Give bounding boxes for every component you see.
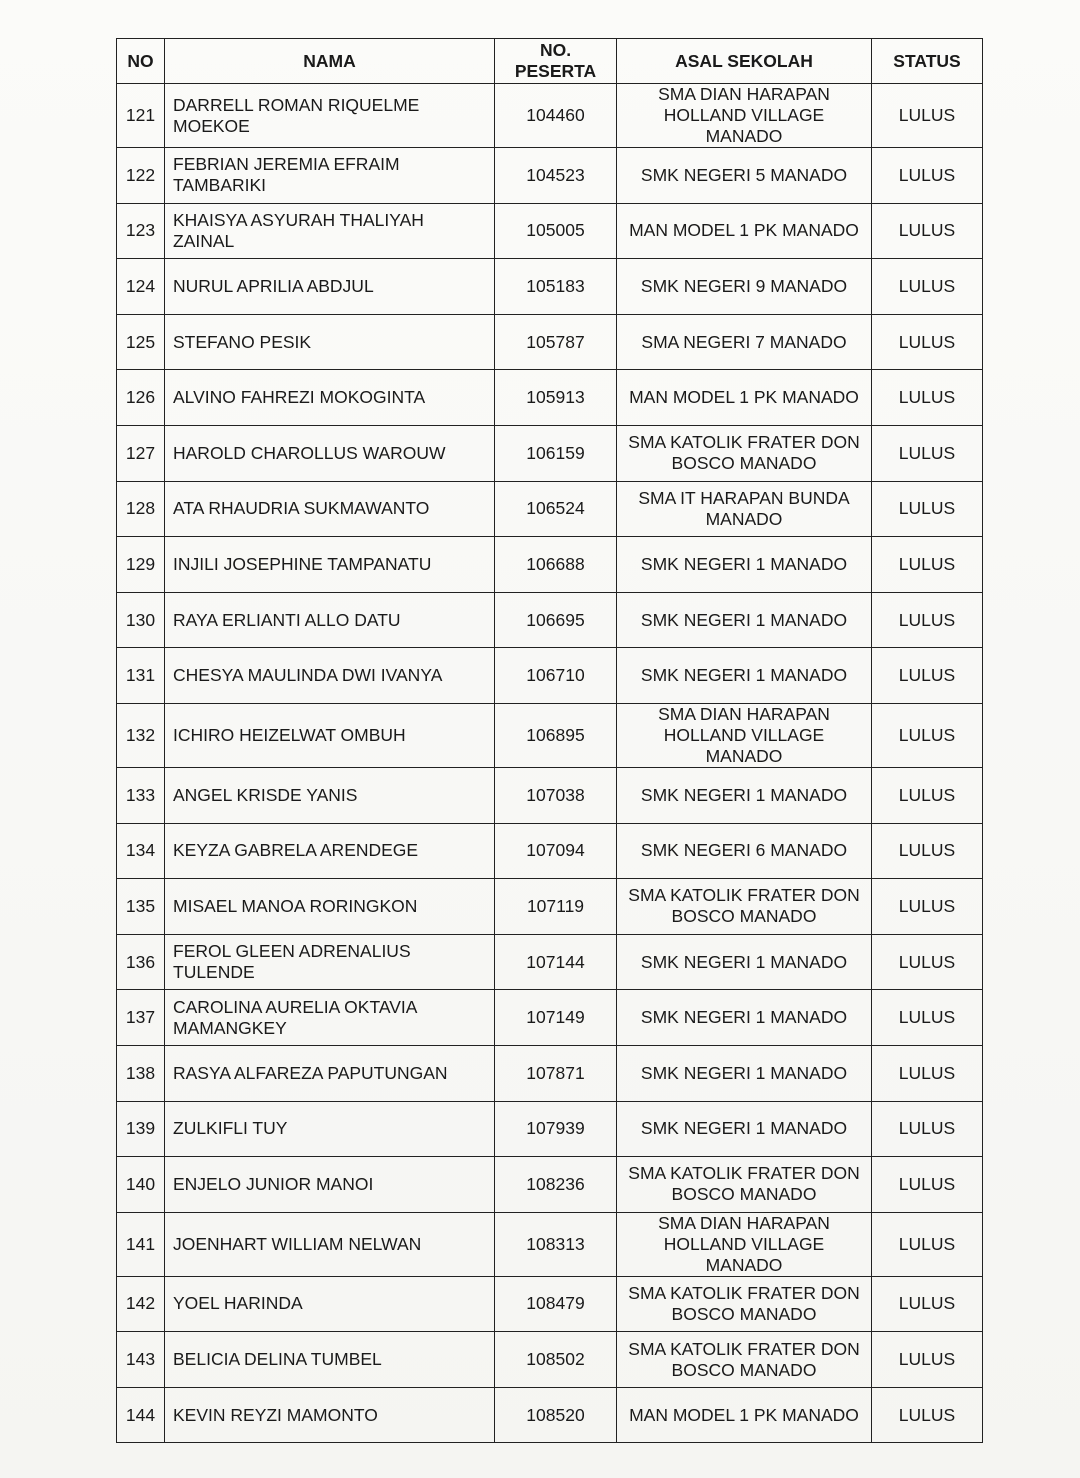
cell-nama: CAROLINA AURELIA OKTAVIA MAMANGKEY xyxy=(165,990,495,1046)
cell-nama: STEFANO PESIK xyxy=(165,314,495,370)
cell-status: LULUS xyxy=(872,1157,983,1213)
table-row xyxy=(117,592,983,648)
cell-peserta: 107149 xyxy=(495,990,617,1046)
cell-no: 139 xyxy=(117,1101,165,1157)
cell-nama: YOEL HARINDA xyxy=(165,1276,495,1332)
cell-sekolah: SMK NEGERI 1 MANADO xyxy=(617,767,872,823)
cell-nama: FEBRIAN JEREMIA EFRAIM TAMBARIKI xyxy=(165,148,495,204)
table-row xyxy=(117,1212,983,1276)
cell-peserta: 107038 xyxy=(495,767,617,823)
cell-sekolah: SMK NEGERI 1 MANADO xyxy=(617,592,872,648)
cell-sekolah: MAN MODEL 1 PK MANADO xyxy=(617,370,872,426)
cell-sekolah: SMA NEGERI 7 MANADO xyxy=(617,314,872,370)
cell-no: 134 xyxy=(117,823,165,879)
cell-peserta: 107094 xyxy=(495,823,617,879)
table-row xyxy=(117,934,983,990)
cell-status: LULUS xyxy=(872,425,983,481)
table-row xyxy=(117,1387,983,1443)
cell-nama: ZULKIFLI TUY xyxy=(165,1101,495,1157)
cell-nama: CHESYA MAULINDA DWI IVANYA xyxy=(165,648,495,704)
cell-status: LULUS xyxy=(872,370,983,426)
table-row xyxy=(117,1045,983,1101)
table-row xyxy=(117,148,983,204)
cell-no: 126 xyxy=(117,370,165,426)
cell-nama: KEVIN REYZI MAMONTO xyxy=(165,1387,495,1443)
cell-no: 138 xyxy=(117,1045,165,1101)
cell-nama: INJILI JOSEPHINE TAMPANATU xyxy=(165,537,495,593)
header-peserta xyxy=(495,39,617,84)
cell-no: 132 xyxy=(117,703,165,767)
cell-no: 142 xyxy=(117,1276,165,1332)
table-row xyxy=(117,481,983,537)
table-body xyxy=(117,84,983,1443)
cell-nama: KHAISYA ASYURAH THALIYAH ZAINAL xyxy=(165,203,495,259)
cell-sekolah: SMK NEGERI 1 MANADO xyxy=(617,990,872,1046)
cell-no: 125 xyxy=(117,314,165,370)
header-peserta-line1: NO. xyxy=(539,40,572,60)
cell-no: 133 xyxy=(117,767,165,823)
cell-no: 122 xyxy=(117,148,165,204)
table-row xyxy=(117,537,983,593)
cell-nama: NURUL APRILIA ABDJUL xyxy=(165,259,495,315)
cell-status: LULUS xyxy=(872,1045,983,1101)
cell-peserta: 107871 xyxy=(495,1045,617,1101)
cell-status: LULUS xyxy=(872,203,983,259)
cell-sekolah: SMA KATOLIK FRATER DON BOSCO MANADO xyxy=(617,1332,872,1388)
table-row xyxy=(117,879,983,935)
cell-peserta: 104523 xyxy=(495,148,617,204)
cell-peserta: 107144 xyxy=(495,934,617,990)
table-row xyxy=(117,1157,983,1213)
cell-peserta: 106895 xyxy=(495,703,617,767)
cell-status: LULUS xyxy=(872,1387,983,1443)
cell-sekolah: SMA DIAN HARAPAN HOLLAND VILLAGE MANADO xyxy=(617,1212,872,1276)
cell-status: LULUS xyxy=(872,934,983,990)
table-row xyxy=(117,990,983,1046)
cell-peserta: 108502 xyxy=(495,1332,617,1388)
cell-sekolah: MAN MODEL 1 PK MANADO xyxy=(617,1387,872,1443)
cell-sekolah: SMK NEGERI 1 MANADO xyxy=(617,934,872,990)
cell-peserta: 106688 xyxy=(495,537,617,593)
cell-status: LULUS xyxy=(872,259,983,315)
cell-nama: MISAEL MANOA RORINGKON xyxy=(165,879,495,935)
table-row xyxy=(117,314,983,370)
cell-no: 143 xyxy=(117,1332,165,1388)
results-table xyxy=(116,38,983,1443)
table-row xyxy=(117,203,983,259)
cell-status: LULUS xyxy=(872,823,983,879)
cell-status: LULUS xyxy=(872,84,983,148)
cell-sekolah: SMK NEGERI 6 MANADO xyxy=(617,823,872,879)
cell-status: LULUS xyxy=(872,1212,983,1276)
cell-peserta: 108479 xyxy=(495,1276,617,1332)
cell-peserta: 108313 xyxy=(495,1212,617,1276)
cell-sekolah: SMK NEGERI 1 MANADO xyxy=(617,1045,872,1101)
cell-status: LULUS xyxy=(872,148,983,204)
cell-status: LULUS xyxy=(872,1101,983,1157)
cell-no: 127 xyxy=(117,425,165,481)
cell-nama: KEYZA GABRELA ARENDEGE xyxy=(165,823,495,879)
header-status: STATUS xyxy=(872,39,983,84)
header-peserta-line2: PESERTA xyxy=(514,61,597,81)
cell-peserta: 107939 xyxy=(495,1101,617,1157)
cell-nama: DARRELL ROMAN RIQUELME MOEKOE xyxy=(165,84,495,148)
table-row xyxy=(117,823,983,879)
cell-status: LULUS xyxy=(872,990,983,1046)
cell-nama: BELICIA DELINA TUMBEL xyxy=(165,1332,495,1388)
table-row xyxy=(117,370,983,426)
cell-nama: RASYA ALFAREZA PAPUTUNGAN xyxy=(165,1045,495,1101)
cell-nama: ICHIRO HEIZELWAT OMBUH xyxy=(165,703,495,767)
cell-sekolah: SMA KATOLIK FRATER DON BOSCO MANADO xyxy=(617,879,872,935)
cell-sekolah: SMA IT HARAPAN BUNDA MANADO xyxy=(617,481,872,537)
header-sekolah: ASAL SEKOLAH xyxy=(617,39,872,84)
cell-peserta: 105787 xyxy=(495,314,617,370)
cell-sekolah: SMA DIAN HARAPAN HOLLAND VILLAGE MANADO xyxy=(617,84,872,148)
cell-status: LULUS xyxy=(872,767,983,823)
table-row xyxy=(117,425,983,481)
cell-no: 128 xyxy=(117,481,165,537)
table-row xyxy=(117,1276,983,1332)
cell-peserta: 104460 xyxy=(495,84,617,148)
cell-sekolah: SMK NEGERI 5 MANADO xyxy=(617,148,872,204)
cell-status: LULUS xyxy=(872,592,983,648)
cell-peserta: 108236 xyxy=(495,1157,617,1213)
table-row xyxy=(117,84,983,148)
cell-peserta: 106710 xyxy=(495,648,617,704)
table-row xyxy=(117,648,983,704)
cell-status: LULUS xyxy=(872,537,983,593)
cell-no: 141 xyxy=(117,1212,165,1276)
cell-status: LULUS xyxy=(872,1276,983,1332)
cell-sekolah: SMK NEGERI 1 MANADO xyxy=(617,537,872,593)
cell-no: 144 xyxy=(117,1387,165,1443)
cell-nama: JOENHART WILLIAM NELWAN xyxy=(165,1212,495,1276)
cell-nama: ANGEL KRISDE YANIS xyxy=(165,767,495,823)
cell-nama: ENJELO JUNIOR MANOI xyxy=(165,1157,495,1213)
cell-sekolah: SMA KATOLIK FRATER DON BOSCO MANADO xyxy=(617,425,872,481)
header-no: NO xyxy=(117,39,165,84)
cell-status: LULUS xyxy=(872,314,983,370)
cell-sekolah: SMK NEGERI 1 MANADO xyxy=(617,648,872,704)
cell-peserta: 106159 xyxy=(495,425,617,481)
cell-status: LULUS xyxy=(872,879,983,935)
cell-no: 140 xyxy=(117,1157,165,1213)
cell-sekolah: SMA KATOLIK FRATER DON BOSCO MANADO xyxy=(617,1157,872,1213)
cell-no: 137 xyxy=(117,990,165,1046)
cell-peserta: 106695 xyxy=(495,592,617,648)
cell-peserta: 105005 xyxy=(495,203,617,259)
cell-no: 136 xyxy=(117,934,165,990)
table-header-row xyxy=(117,39,983,84)
cell-sekolah: SMA DIAN HARAPAN HOLLAND VILLAGE MANADO xyxy=(617,703,872,767)
cell-status: LULUS xyxy=(872,1332,983,1388)
cell-no: 121 xyxy=(117,84,165,148)
cell-no: 123 xyxy=(117,203,165,259)
cell-sekolah: MAN MODEL 1 PK MANADO xyxy=(617,203,872,259)
cell-no: 129 xyxy=(117,537,165,593)
cell-sekolah: SMK NEGERI 1 MANADO xyxy=(617,1101,872,1157)
cell-no: 131 xyxy=(117,648,165,704)
cell-no: 135 xyxy=(117,879,165,935)
cell-no: 130 xyxy=(117,592,165,648)
cell-peserta: 108520 xyxy=(495,1387,617,1443)
cell-peserta: 105913 xyxy=(495,370,617,426)
cell-nama: RAYA ERLIANTI ALLO DATU xyxy=(165,592,495,648)
cell-peserta: 106524 xyxy=(495,481,617,537)
cell-status: LULUS xyxy=(872,703,983,767)
table-row xyxy=(117,1332,983,1388)
cell-peserta: 105183 xyxy=(495,259,617,315)
cell-status: LULUS xyxy=(872,481,983,537)
cell-no: 124 xyxy=(117,259,165,315)
cell-nama: ATA RHAUDRIA SUKMAWANTO xyxy=(165,481,495,537)
table-row xyxy=(117,703,983,767)
cell-sekolah: SMA KATOLIK FRATER DON BOSCO MANADO xyxy=(617,1276,872,1332)
cell-status: LULUS xyxy=(872,648,983,704)
table-row xyxy=(117,259,983,315)
header-nama: NAMA xyxy=(165,39,495,84)
cell-nama: ALVINO FAHREZI MOKOGINTA xyxy=(165,370,495,426)
cell-nama: FEROL GLEEN ADRENALIUS TULENDE xyxy=(165,934,495,990)
cell-peserta: 107119 xyxy=(495,879,617,935)
table-row xyxy=(117,1101,983,1157)
cell-nama: HAROLD CHAROLLUS WAROUW xyxy=(165,425,495,481)
cell-sekolah: SMK NEGERI 9 MANADO xyxy=(617,259,872,315)
table-row xyxy=(117,767,983,823)
